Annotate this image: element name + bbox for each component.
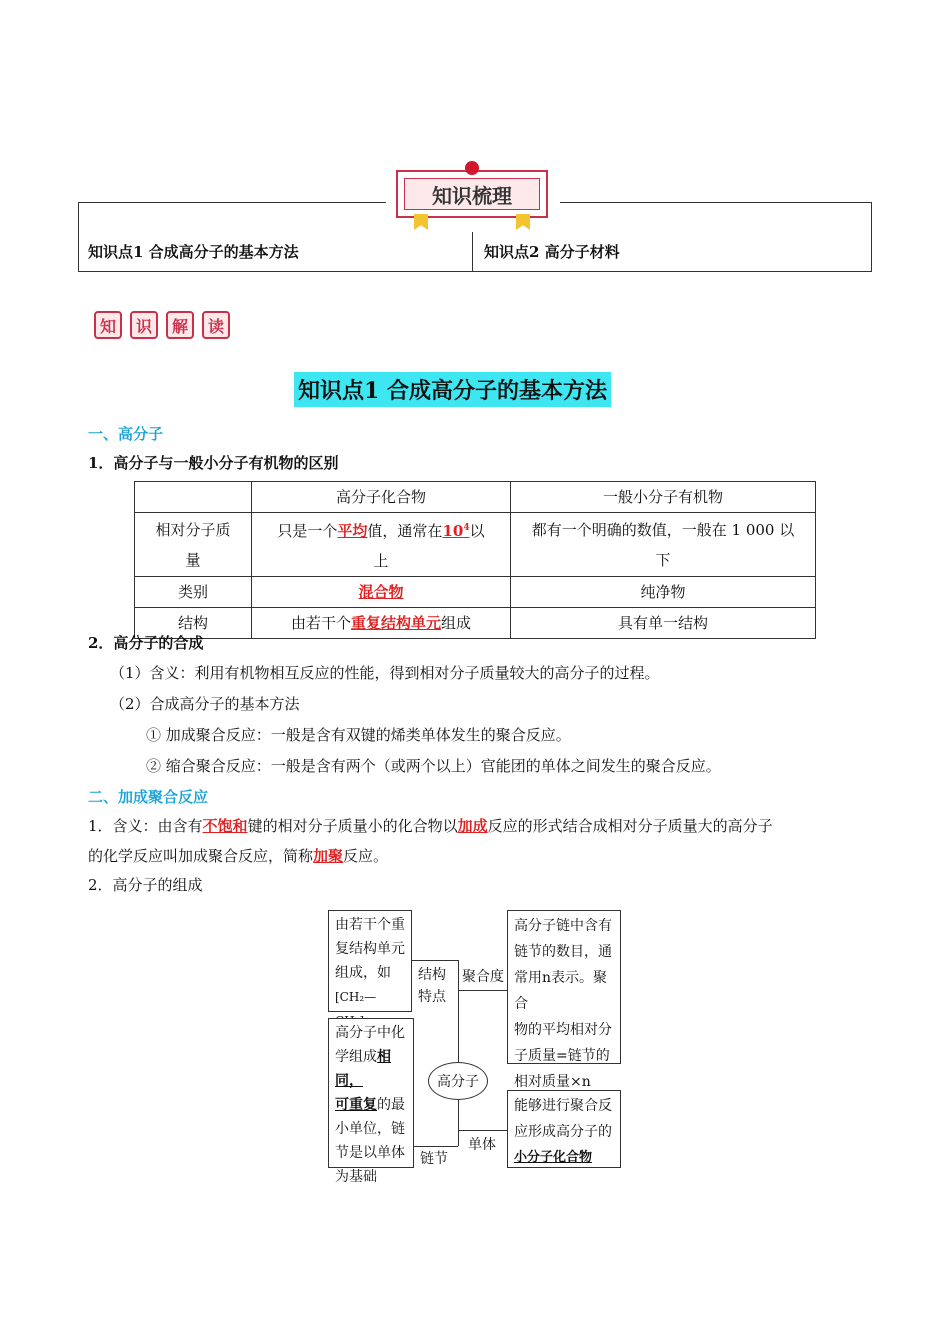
box-line: 复结构单元 [335,941,405,957]
text: 学组成 [335,1049,377,1065]
table-header-poly: 高分子化合物 [252,482,511,513]
part1-sub2-b: ② 缩合聚合反应：一般是含有两个（或两个以上）官能团的单体之间发生的聚合反应。 [146,757,721,775]
part1-sub1: （1）含义：利用有机物相互反应的性能，得到相对分子质量较大的高分子的过程。 [110,664,660,682]
text: 的最 [377,1097,405,1113]
highlight-text: 重复结构单元 [350,614,441,632]
part2-heading: 二、加成聚合反应 [88,788,209,806]
table-cell-small: 具有单一结构 [511,608,816,639]
connector [410,960,458,961]
table-cell-small: 纯净物 [511,577,816,608]
box-line [335,1093,407,1117]
box-line: 节是以单体 [335,1145,405,1161]
cell-text: 下 [655,550,671,569]
kp1-link[interactable]: 知识点1 合成高分子的基本方法 [88,243,299,261]
label-degree: 聚合度 [462,969,504,985]
highlight-number-exp: 4 [463,523,470,533]
box-line: 高分子中化 [335,1025,405,1041]
box-line: 由若干个重 [335,917,405,933]
text: 1．含义：由含有 [88,817,203,835]
connector [458,960,459,1062]
box-line: 子质量=链节的 [514,1048,610,1064]
label-structure: 结构 [418,967,446,983]
label-chain: 链节 [420,1151,448,1167]
box-chain-unit [328,1018,414,1185]
connector [458,1130,508,1131]
section-title: 知识点1 合成高分子的基本方法 [294,372,611,407]
label-feature: 特点 [418,989,446,1005]
cell-text: 都有一个明确的数值，一般在 1 000 以 [531,520,795,539]
text: 反应。 [343,847,389,865]
cell-text: 量 [185,550,201,569]
highlight-text: 混合物 [358,583,404,601]
box-degree-definition [507,910,621,1090]
banner-title: 知识梳理 [404,178,540,210]
part1-heading: 一、高分子 [88,425,164,443]
part1-sub2-a: ① 加成聚合反应：一般是含有双键的烯类单体发生的聚合反应。 [146,726,571,744]
box-line: 高分子链中含有 [514,918,612,934]
box-line: 能够进行聚合反 [514,1098,612,1114]
box-line: 相对质量×n [514,1074,591,1090]
table-cell-label: 结构 [135,608,252,639]
highlight-text: 平均 [337,522,368,540]
connector [458,1100,459,1146]
cell-text: 由若干个 [290,614,351,632]
center-node: 高分子 [428,1062,488,1100]
bold-text: 相同， [335,1049,391,1089]
box-line: 小单位，链 [335,1121,405,1137]
box-structure-example [328,910,412,1012]
badge-jie: 解 [166,311,194,339]
badge-shi: 识 [130,311,158,339]
box-line: 应形成高分子的 [514,1124,612,1140]
part1-sub2: （2）合成高分子的基本方法 [110,695,300,713]
text: 键的相对分子质量小的化合物以 [247,817,458,835]
highlight-number-base: 10 [442,522,464,540]
text: 反应的形式结合成相对分子质量大的高分子 [487,817,773,835]
kp2-link[interactable]: 知识点2 高分子材料 [484,243,620,261]
connector [458,990,508,991]
box-line: 链节的数目，通 [514,944,612,960]
box-line: [CH₂— [335,990,377,1004]
box-line: 常用n表示。聚合 [514,970,608,1012]
badge-zhi: 知 [94,311,122,339]
highlight-text: 加聚 [313,847,344,865]
box-line: 小分子化合物 [514,1150,593,1165]
box-line: 为基础 [335,1169,377,1185]
box-line [335,1045,407,1093]
part1-item2: 2．高分子的合成 [88,634,204,652]
box-line: 物的平均相对分 [514,1022,612,1038]
highlight-text: 不饱和 [202,817,248,835]
table-cell-label: 类别 [135,577,252,608]
cell-text: 以 [469,522,485,540]
cell-text: 值，通常在 [367,522,443,540]
box-line: 组成，如 [335,965,391,981]
table-header-small: 一般小分子有机物 [511,482,816,513]
cell-text: 上 [373,552,389,570]
bold-text: 可重复 [335,1097,377,1113]
badge-du: 读 [202,311,230,339]
highlight-text: 加成 [457,817,488,835]
text: 的化学反应叫加成聚合反应，简称 [88,847,314,865]
connector [414,1146,458,1147]
cell-text: 相对分子质 [155,520,231,539]
cell-text: 只是一个 [277,522,338,540]
label-monomer: 单体 [468,1137,496,1153]
box-monomer [507,1090,621,1168]
part1-item1: 1．高分子与一般小分子有机物的区别 [88,454,339,472]
part2-item2: 2．高分子的组成 [88,876,203,894]
cell-text: 组成 [441,614,472,632]
